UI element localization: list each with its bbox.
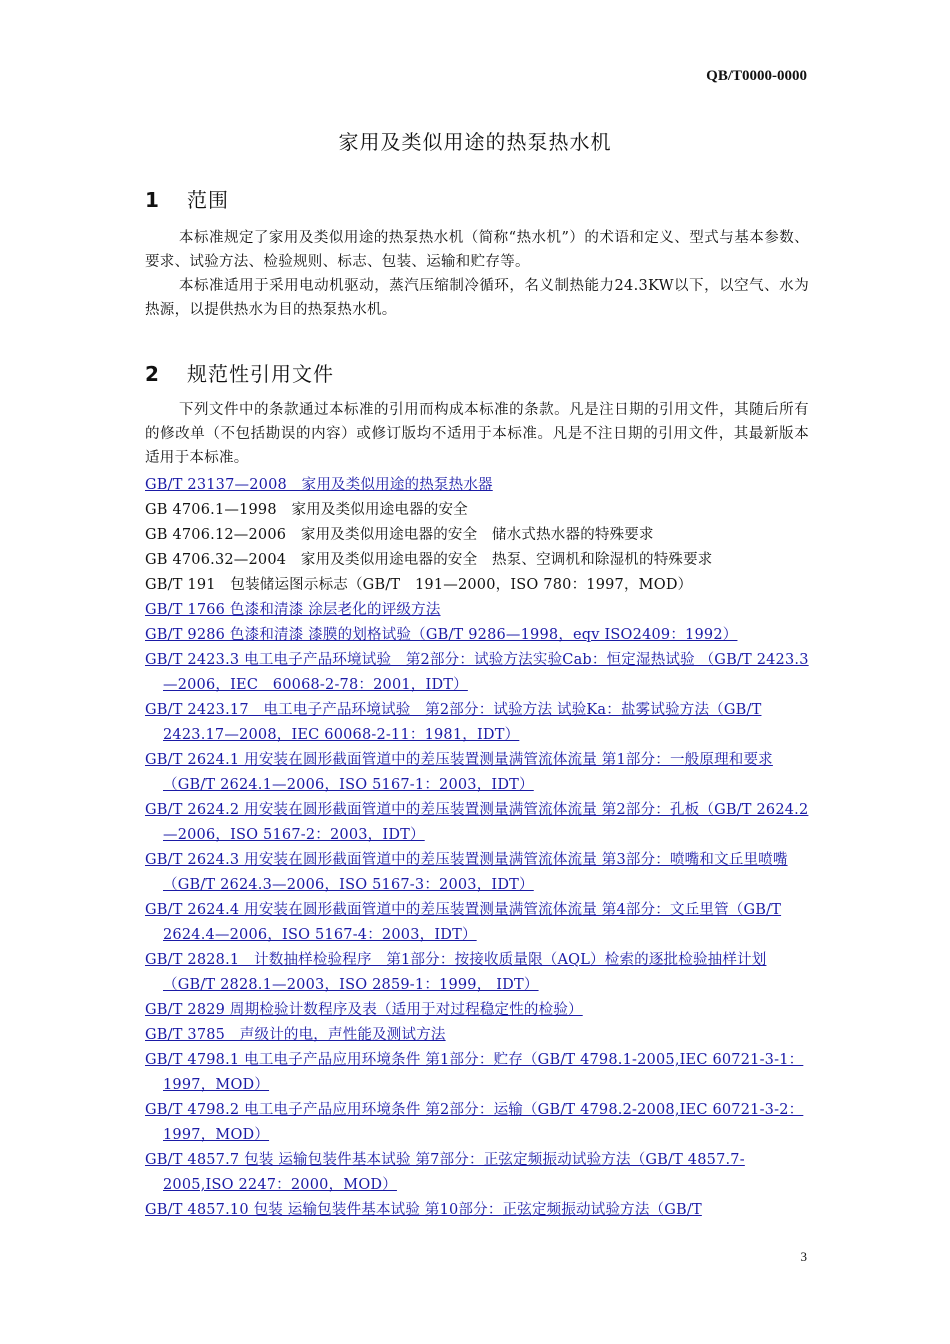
section-2-title: 规范性引用文件 <box>187 362 334 386</box>
section-2-heading <box>145 358 334 387</box>
reference-link[interactable]: GB/T 2624.1 用安装在圆形截面管道中的差压装置测量满管流体流量 第1部分：一般原理和要求（GB/T 2624.1—2006，ISO 5167-1：2003，IDT） <box>145 752 773 793</box>
section-1-paragraph-2: 本标准适用于采用电动机驱动，蒸汽压缩制冷循环，名义制热能力24.3KW以下，以空气、水为热源，以提供热水为目的热泵热水机。 <box>145 278 809 318</box>
page-number: 3 <box>800 1249 807 1264</box>
section-2-number: 2 <box>145 362 159 386</box>
reference-link[interactable]: GB/T 1766 色漆和清漆 涂层老化的评级方法 <box>145 602 441 618</box>
reference-item: GB 4706.32—2004 家用及类似用途电器的安全 热泵、空调机和除湿机的特殊要求 <box>145 552 713 568</box>
standard-code: QB/T0000-0000 <box>706 68 807 84</box>
section-1-title: 范围 <box>187 188 229 212</box>
reference-item: GB 4706.1—1998 家用及类似用途电器的安全 <box>145 502 468 518</box>
reference-item: GB 4706.12—2006 家用及类似用途电器的安全 储水式热水器的特殊要求 <box>145 527 654 543</box>
reference-link[interactable]: GB/T 2624.2 用安装在圆形截面管道中的差压装置测量满管流体流量 第2部分：孔板（GB/T 2624.2—2006，ISO 5167-2：2003，IDT） <box>145 802 809 843</box>
section-1-paragraph-1: 本标准规定了家用及类似用途的热泵热水机（简称“热水机”）的术语和定义、型式与基本参数、要求、试验方法、检验规则、标志、包装、运输和贮存等。 <box>145 230 809 270</box>
reference-link[interactable]: GB/T 2423.3 电工电子产品环境试验 第2部分：试验方法实验Cab：恒定湿热试验 （GB/T 2423.3—2006，IEC 60068-2-78：2001，IDT） <box>145 652 809 693</box>
reference-link[interactable]: GB/T 2423.17 电工电子产品环境试验 第2部分：试验方法 试验Ka：盐雾试验方法（GB/T 2423.17—2008，IEC 60068-2-11：1981，IDT） <box>145 702 762 743</box>
reference-link[interactable]: GB/T 4857.10 包装 运输包装件基本试验 第10部分：正弦定频振动试验方法（GB/T <box>145 1202 702 1218</box>
reference-link[interactable]: GB/T 2828.1 计数抽样检验程序 第1部分：按接收质量限（AQL）检索的逐批检验抽样计划（GB/T 2828.1—2003，ISO 2859-1：1999， IDT） <box>145 952 767 993</box>
reference-link[interactable]: GB/T 2624.4 用安装在圆形截面管道中的差压装置测量满管流体流量 第4部分：文丘里管（GB/T 2624.4—2006，ISO 5167-4：2003，IDT） <box>145 902 782 943</box>
reference-link[interactable]: GB/T 4857.7 包装 运输包装件基本试验 第7部分：正弦定频振动试验方法（GB/T 4857.7-2005,ISO 2247：2000，MOD） <box>145 1152 745 1193</box>
reference-link[interactable]: GB/T 4798.2 电工电子产品应用环境条件 第2部分：运输（GB/T 4798.2-2008,IEC 60721-3-2：1997，MOD） <box>145 1102 804 1143</box>
reference-item: GB/T 191 包装储运图示标志（GB/T 191—2000，ISO 780：1997，MOD） <box>145 577 693 593</box>
section-1-number: 1 <box>145 188 159 212</box>
reference-link[interactable]: GB/T 4798.1 电工电子产品应用环境条件 第1部分：贮存（GB/T 4798.1-2005,IEC 60721-3-1：1997，MOD） <box>145 1052 804 1093</box>
reference-link[interactable]: GB/T 23137—2008 家用及类似用途的热泵热水器 <box>145 477 493 493</box>
section-2-paragraph-1: 下列文件中的条款通过本标准的引用而构成本标准的条款。凡是注日期的引用文件，其随后所有的修改单（不包括勘误的内容）或修订版均不适用于本标准。凡是不注日期的引用文件，其最新版本适用于本标准。 <box>145 402 809 466</box>
reference-link[interactable]: GB/T 9286 色漆和清漆 漆膜的划格试验（GB/T 9286—1998，eqv ISO2409：1992） <box>145 627 738 643</box>
document-title: 家用及类似用途的热泵热水机 <box>338 130 612 154</box>
reference-link[interactable]: GB/T 3785 声级计的电，声性能及测试方法 <box>145 1027 446 1043</box>
section-1-heading <box>145 184 229 213</box>
reference-list <box>145 473 813 1223</box>
reference-link[interactable]: GB/T 2624.3 用安装在圆形截面管道中的差压装置测量满管流体流量 第3部分：喷嘴和文丘里喷嘴（GB/T 2624.3—2006，ISO 5167-3：2003，IDT） <box>145 852 788 893</box>
reference-link[interactable]: GB/T 2829 周期检验计数程序及表（适用于对过程稳定性的检验） <box>145 1002 583 1018</box>
